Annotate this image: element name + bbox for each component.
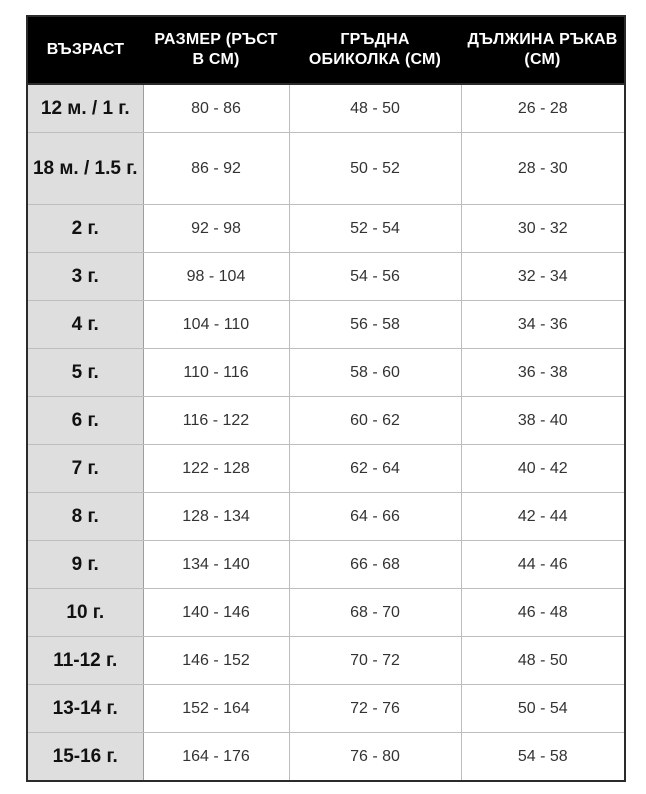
table-row [27,301,625,349]
table-row [27,733,625,782]
table-row [27,253,625,301]
chest-cell: 58 - 60 [289,349,461,397]
sleeve-cell: 34 - 36 [461,301,625,349]
sleeve-cell: 26 - 28 [461,84,625,133]
age-cell: 3 г. [27,253,143,301]
age-cell: 8 г. [27,493,143,541]
height-cell: 80 - 86 [143,84,289,133]
age-cell: 9 г. [27,541,143,589]
sleeve-cell: 30 - 32 [461,205,625,253]
height-cell: 140 - 146 [143,589,289,637]
chest-cell: 56 - 58 [289,301,461,349]
age-cell: 10 г. [27,589,143,637]
table-header [27,16,625,84]
sleeve-cell: 40 - 42 [461,445,625,493]
sleeve-cell: 48 - 50 [461,637,625,685]
height-cell: 146 - 152 [143,637,289,685]
chest-cell: 70 - 72 [289,637,461,685]
table-row [27,133,625,205]
sleeve-cell: 44 - 46 [461,541,625,589]
height-cell: 98 - 104 [143,253,289,301]
table-row [27,205,625,253]
chest-cell: 66 - 68 [289,541,461,589]
column-header-chest: ГРЪДНА ОБИКОЛКА (СМ) [289,16,461,84]
table-row [27,685,625,733]
chest-cell: 52 - 54 [289,205,461,253]
sleeve-cell: 50 - 54 [461,685,625,733]
chest-cell: 60 - 62 [289,397,461,445]
chest-cell: 62 - 64 [289,445,461,493]
age-cell: 11-12 г. [27,637,143,685]
column-header-sleeve: ДЪЛЖИНА РЪКАВ (СМ) [461,16,625,84]
table-row [27,493,625,541]
sleeve-cell: 28 - 30 [461,133,625,205]
height-cell: 86 - 92 [143,133,289,205]
table-row [27,541,625,589]
chest-cell: 68 - 70 [289,589,461,637]
age-cell: 6 г. [27,397,143,445]
height-cell: 164 - 176 [143,733,289,782]
height-cell: 128 - 134 [143,493,289,541]
age-cell: 12 м. / 1 г. [27,84,143,133]
height-cell: 104 - 110 [143,301,289,349]
height-cell: 116 - 122 [143,397,289,445]
sleeve-cell: 36 - 38 [461,349,625,397]
chest-cell: 54 - 56 [289,253,461,301]
table-row [27,84,625,133]
age-cell: 18 м. / 1.5 г. [27,133,143,205]
column-header-age: ВЪЗРАСТ [27,16,143,84]
table-row [27,637,625,685]
table-body [27,84,625,781]
height-cell: 122 - 128 [143,445,289,493]
age-cell: 15-16 г. [27,733,143,782]
column-header-height: РАЗМЕР (РЪСТ В СМ) [143,16,289,84]
age-cell: 4 г. [27,301,143,349]
age-cell: 2 г. [27,205,143,253]
height-cell: 152 - 164 [143,685,289,733]
chest-cell: 64 - 66 [289,493,461,541]
size-chart-table [26,15,626,782]
height-cell: 110 - 116 [143,349,289,397]
chest-cell: 72 - 76 [289,685,461,733]
age-cell: 7 г. [27,445,143,493]
chest-cell: 50 - 52 [289,133,461,205]
age-cell: 13-14 г. [27,685,143,733]
table-row [27,397,625,445]
height-cell: 134 - 140 [143,541,289,589]
chest-cell: 76 - 80 [289,733,461,782]
age-cell: 5 г. [27,349,143,397]
height-cell: 92 - 98 [143,205,289,253]
table-row [27,445,625,493]
sleeve-cell: 32 - 34 [461,253,625,301]
sleeve-cell: 54 - 58 [461,733,625,782]
table-row [27,349,625,397]
sleeve-cell: 46 - 48 [461,589,625,637]
sleeve-cell: 42 - 44 [461,493,625,541]
chest-cell: 48 - 50 [289,84,461,133]
header-row [27,16,625,84]
sleeve-cell: 38 - 40 [461,397,625,445]
table-row [27,589,625,637]
